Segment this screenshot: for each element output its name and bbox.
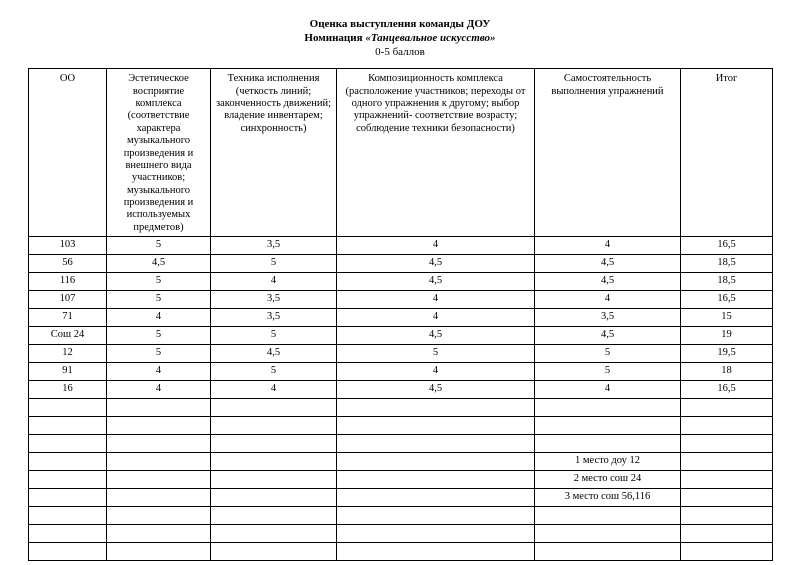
cell-independence bbox=[535, 417, 681, 435]
cell-technique: 4,5 bbox=[211, 345, 337, 363]
cell-oo: 16 bbox=[29, 381, 107, 399]
cell-technique bbox=[211, 471, 337, 489]
table-row bbox=[29, 381, 773, 399]
cell-independence: 3,5 bbox=[535, 309, 681, 327]
cell-oo: 56 bbox=[29, 255, 107, 273]
cell-technique bbox=[211, 435, 337, 453]
table-row bbox=[29, 399, 773, 417]
cell-oo bbox=[29, 525, 107, 543]
column-header-total: Итог bbox=[681, 69, 773, 237]
cell-total: 19 bbox=[681, 327, 773, 345]
cell-composition: 4 bbox=[337, 237, 535, 255]
cell-total: 16,5 bbox=[681, 381, 773, 399]
cell-composition: 4,5 bbox=[337, 327, 535, 345]
column-header-independence: Самостоятельность выполнения упражнений bbox=[535, 69, 681, 237]
cell-aesthetic bbox=[107, 453, 211, 471]
cell-technique: 4 bbox=[211, 273, 337, 291]
cell-independence: 4 bbox=[535, 291, 681, 309]
cell-oo bbox=[29, 417, 107, 435]
cell-aesthetic: 4 bbox=[107, 309, 211, 327]
table-body bbox=[29, 237, 773, 561]
table-header bbox=[29, 69, 773, 237]
cell-oo bbox=[29, 471, 107, 489]
table-row bbox=[29, 345, 773, 363]
nomination-label: Номинация bbox=[304, 31, 363, 44]
table-row bbox=[29, 363, 773, 381]
cell-technique bbox=[211, 453, 337, 471]
cell-technique bbox=[211, 543, 337, 561]
cell-technique: 3,5 bbox=[211, 291, 337, 309]
table-row bbox=[29, 453, 773, 471]
cell-oo bbox=[29, 543, 107, 561]
cell-oo bbox=[29, 507, 107, 525]
cell-technique bbox=[211, 489, 337, 507]
cell-aesthetic: 5 bbox=[107, 327, 211, 345]
scores-table bbox=[28, 68, 773, 561]
cell-composition bbox=[337, 525, 535, 543]
cell-independence bbox=[535, 525, 681, 543]
cell-total bbox=[681, 507, 773, 525]
cell-composition: 4 bbox=[337, 309, 535, 327]
cell-total: 18,5 bbox=[681, 255, 773, 273]
column-header-aesthetic: Эстетическое восприятие комплекса (соответствие характера музыкального произведения и внешнего вида участников; музыкального произведения и используемых предметов) bbox=[107, 69, 211, 237]
cell-aesthetic: 4 bbox=[107, 381, 211, 399]
cell-oo bbox=[29, 489, 107, 507]
cell-composition: 4,5 bbox=[337, 381, 535, 399]
cell-aesthetic: 5 bbox=[107, 273, 211, 291]
cell-total: 15 bbox=[681, 309, 773, 327]
cell-oo: 107 bbox=[29, 291, 107, 309]
cell-independence: 4 bbox=[535, 237, 681, 255]
cell-total: 16,5 bbox=[681, 237, 773, 255]
cell-technique bbox=[211, 507, 337, 525]
cell-independence: 4,5 bbox=[535, 255, 681, 273]
cell-independence: 5 bbox=[535, 363, 681, 381]
cell-composition: 4,5 bbox=[337, 255, 535, 273]
cell-composition: 4,5 bbox=[337, 273, 535, 291]
cell-oo: 71 bbox=[29, 309, 107, 327]
cell-technique bbox=[211, 417, 337, 435]
cell-technique bbox=[211, 399, 337, 417]
cell-oo: Сош 24 bbox=[29, 327, 107, 345]
cell-aesthetic: 5 bbox=[107, 237, 211, 255]
cell-technique: 5 bbox=[211, 363, 337, 381]
cell-technique: 3,5 bbox=[211, 237, 337, 255]
cell-technique: 3,5 bbox=[211, 309, 337, 327]
cell-technique: 5 bbox=[211, 327, 337, 345]
cell-aesthetic: 5 bbox=[107, 291, 211, 309]
cell-total: 18,5 bbox=[681, 273, 773, 291]
cell-total bbox=[681, 489, 773, 507]
cell-aesthetic bbox=[107, 507, 211, 525]
cell-oo: 103 bbox=[29, 237, 107, 255]
table-row bbox=[29, 435, 773, 453]
table-row bbox=[29, 255, 773, 273]
cell-independence bbox=[535, 507, 681, 525]
cell-total bbox=[681, 453, 773, 471]
cell-independence bbox=[535, 435, 681, 453]
cell-total bbox=[681, 399, 773, 417]
cell-total bbox=[681, 471, 773, 489]
table-row bbox=[29, 273, 773, 291]
nomination-value: «Танцевальное искусство» bbox=[365, 31, 496, 44]
cell-aesthetic bbox=[107, 543, 211, 561]
page-title: Оценка выступления команды ДОУ bbox=[309, 18, 491, 30]
column-header-composition: Композиционность комплекса (расположение участников; переходы от одного упражнения к другому; выбор упражнений- соответствие возрасту; соблюдение техники безопасности) bbox=[337, 69, 535, 237]
table-row bbox=[29, 489, 773, 507]
cell-aesthetic bbox=[107, 399, 211, 417]
cell-total bbox=[681, 435, 773, 453]
cell-independence: 4,5 bbox=[535, 273, 681, 291]
table-row bbox=[29, 417, 773, 435]
cell-oo: 116 bbox=[29, 273, 107, 291]
cell-composition: 5 bbox=[337, 345, 535, 363]
document-title-block bbox=[28, 18, 772, 59]
cell-technique: 5 bbox=[211, 255, 337, 273]
cell-independence: 5 bbox=[535, 345, 681, 363]
cell-aesthetic: 4 bbox=[107, 363, 211, 381]
cell-oo bbox=[29, 399, 107, 417]
cell-aesthetic bbox=[107, 417, 211, 435]
cell-total: 16,5 bbox=[681, 291, 773, 309]
header-row bbox=[29, 69, 773, 237]
cell-composition bbox=[337, 543, 535, 561]
cell-total: 19,5 bbox=[681, 345, 773, 363]
cell-aesthetic bbox=[107, 525, 211, 543]
cell-composition bbox=[337, 453, 535, 471]
cell-aesthetic: 4,5 bbox=[107, 255, 211, 273]
column-header-technique: Техника исполнения (четкость линий; законченность движений; владение инвентарем; синхронность) bbox=[211, 69, 337, 237]
table-row bbox=[29, 309, 773, 327]
cell-composition bbox=[337, 471, 535, 489]
table-row bbox=[29, 237, 773, 255]
column-header-oo: ОО bbox=[29, 69, 107, 237]
cell-aesthetic: 5 bbox=[107, 345, 211, 363]
cell-independence: 4 bbox=[535, 381, 681, 399]
cell-independence bbox=[535, 399, 681, 417]
cell-composition: 4 bbox=[337, 363, 535, 381]
cell-independence: 4,5 bbox=[535, 327, 681, 345]
cell-oo: 12 bbox=[29, 345, 107, 363]
cell-total bbox=[681, 417, 773, 435]
cell-total: 18 bbox=[681, 363, 773, 381]
cell-composition bbox=[337, 489, 535, 507]
cell-total bbox=[681, 525, 773, 543]
cell-independence: 1 место доу 12 bbox=[535, 453, 681, 471]
cell-total bbox=[681, 543, 773, 561]
table-row bbox=[29, 291, 773, 309]
cell-aesthetic bbox=[107, 435, 211, 453]
cell-independence: 2 место сош 24 bbox=[535, 471, 681, 489]
cell-composition bbox=[337, 399, 535, 417]
table-row bbox=[29, 507, 773, 525]
table-row bbox=[29, 543, 773, 561]
score-range-note: 0-5 баллов bbox=[375, 45, 425, 58]
cell-composition bbox=[337, 507, 535, 525]
cell-aesthetic bbox=[107, 471, 211, 489]
cell-aesthetic bbox=[107, 489, 211, 507]
nomination-line bbox=[28, 32, 772, 46]
cell-oo: 91 bbox=[29, 363, 107, 381]
cell-composition: 4 bbox=[337, 291, 535, 309]
cell-technique bbox=[211, 525, 337, 543]
cell-independence bbox=[535, 543, 681, 561]
cell-oo bbox=[29, 453, 107, 471]
cell-independence: 3 место сош 56,116 bbox=[535, 489, 681, 507]
cell-composition bbox=[337, 435, 535, 453]
table-row bbox=[29, 525, 773, 543]
cell-composition bbox=[337, 417, 535, 435]
table-row bbox=[29, 471, 773, 489]
table-row bbox=[29, 327, 773, 345]
cell-oo bbox=[29, 435, 107, 453]
cell-technique: 4 bbox=[211, 381, 337, 399]
